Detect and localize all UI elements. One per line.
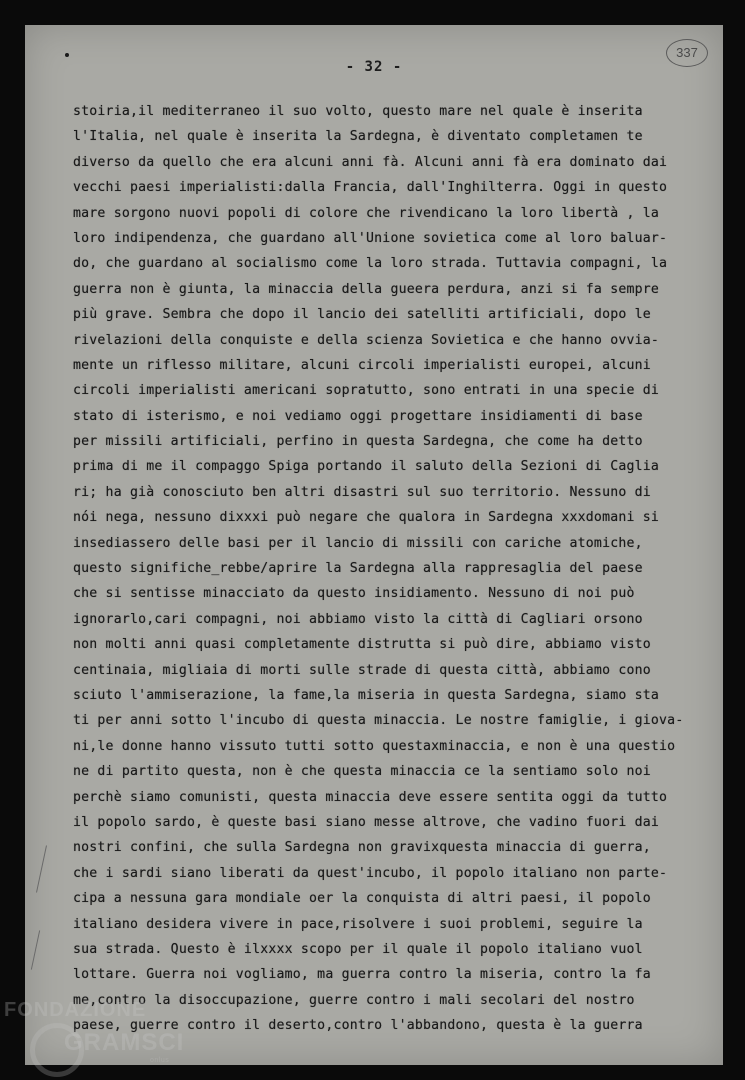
text-line: ignorarlo,cari compagni, noi abbiamo visto la città di Cagliari orsono	[73, 611, 643, 627]
text-line: ri; ha già conosciuto ben altri disastri sul suo territorio. Nessuno di	[73, 484, 651, 500]
watermark-line-1: FONDAZIONE	[4, 999, 147, 1021]
ink-speck	[65, 53, 69, 57]
text-line: l'Italia, nel quale è inserita la Sardegna, è diventato completamen te	[73, 129, 643, 145]
archive-watermark	[0, 995, 200, 1080]
text-line: circoli imperialisti americani sopratutto, sono entrati in una specie di	[73, 383, 660, 399]
text-line: paese, guerre contro il deserto,contro l'abbandono, questa è la guerra	[73, 1018, 643, 1034]
text-line: il popolo sardo, è queste basi siano messe altrove, che vadino fuori dai	[73, 814, 660, 830]
text-line: cipa a nessuna gara mondiale oer la conquista di altri paesi, il popolo	[73, 891, 651, 907]
text-line: che i sardi siano liberati da quest'incubo, il popolo italiano non parte-	[73, 865, 668, 881]
text-line: sciuto l'ammiserazione, la fame,la miseria in questa Sardegna, siamo sta	[73, 687, 660, 703]
watermark-line-2: GRAMSCI	[64, 1029, 185, 1056]
watermark-small-text: onlus	[150, 1057, 170, 1064]
text-line: non molti anni quasi completamente distrutta si può dire, abbiamo visto	[73, 637, 651, 653]
archive-number-stamp: 337	[666, 39, 708, 67]
text-line: diverso da quello che era alcuni anni fà. Alcuni anni fà era dominato dai	[73, 154, 668, 170]
text-line: insediassero delle basi per il lancio di missili con cariche atomiche,	[73, 535, 643, 551]
page-number: - 32 -	[345, 59, 403, 75]
text-line: centinaia, migliaia di morti sulle strade di questa città, abbiamo cono	[73, 662, 651, 678]
document-page	[25, 25, 723, 1065]
text-line: sua strada. Questo è ilxxxx scopo per il quale il popolo italiano vuol	[73, 941, 643, 957]
text-line: per missili artificiali, perfino in questa Sardegna, che come ha detto	[73, 434, 643, 450]
text-line: ne di partito questa, non è che questa minaccia ce la sentiamo solo noi	[73, 764, 651, 780]
margin-pencil-mark	[36, 845, 47, 892]
text-line: vecchi paesi imperialisti:dalla Francia, dall'Inghilterra. Oggi in questo	[73, 180, 668, 196]
text-line: do, che guardano al socialismo come la loro strada. Tuttavia compagni, la	[73, 256, 668, 272]
text-line: più grave. Sembra che dopo il lancio dei satelliti artificiali, dopo le	[73, 307, 651, 323]
text-line: stato di isterismo, e noi vediamo oggi progettare insidiamenti di base	[73, 408, 643, 424]
typed-text-body	[73, 99, 713, 1038]
text-line: stoiria,il mediterraneo il suo volto, questo mare nel quale è inserita	[73, 104, 643, 119]
text-line: mente un riflesso militare, alcuni circoli imperialisti europei, alcuni	[73, 357, 651, 373]
text-line: nostri confini, che sulla Sardegna non gravixquesta minaccia di guerra,	[73, 840, 651, 856]
text-line: nói nega, nessuno dixxxi può negare che qualora in Sardegna xxxdomani si	[73, 510, 660, 526]
margin-pencil-mark	[31, 930, 40, 969]
text-line: loro indipendenza, che guardano all'Unione sovietica come al loro baluar-	[73, 230, 668, 246]
text-line: prima di me il compaggo Spiga portando il saluto della Sezioni di Caglia	[73, 459, 660, 475]
text-line: me,contro la disoccupazione, guerre contro i mali secolari del nostro	[73, 992, 635, 1008]
text-line: lottare. Guerra noi vogliamo, ma guerra contro la miseria, contro la fa	[73, 967, 651, 983]
text-line: mare sorgono nuovi popoli di colore che rivendicano la loro libertà , la	[73, 205, 660, 221]
text-line: perchè siamo comunisti, questa minaccia deve essere sentita oggi da tutto	[73, 789, 668, 805]
text-line: ti per anni sotto l'incubo di questa minaccia. Le nostre famiglie, i giova-	[73, 713, 684, 729]
text-line: rivelazioni della conquiste e della scienza Sovietica e che hanno ovvia-	[73, 332, 660, 348]
text-line: che si sentisse minacciato da questo insidiamento. Nessuno di noi può	[73, 586, 635, 602]
text-line: questo significhe_rebbe/aprire la Sardegna alla rappresaglia del paese	[73, 561, 643, 577]
text-line: guerra non è giunta, la minaccia della gueera perdura, anzi si fa sempre	[73, 281, 660, 297]
text-line: ni,le donne hanno vissuto tutti sotto questaxminaccia, e non è una questio	[73, 738, 676, 754]
text-line: italiano desidera vivere in pace,risolvere i suoi problemi, seguire la	[73, 916, 643, 932]
